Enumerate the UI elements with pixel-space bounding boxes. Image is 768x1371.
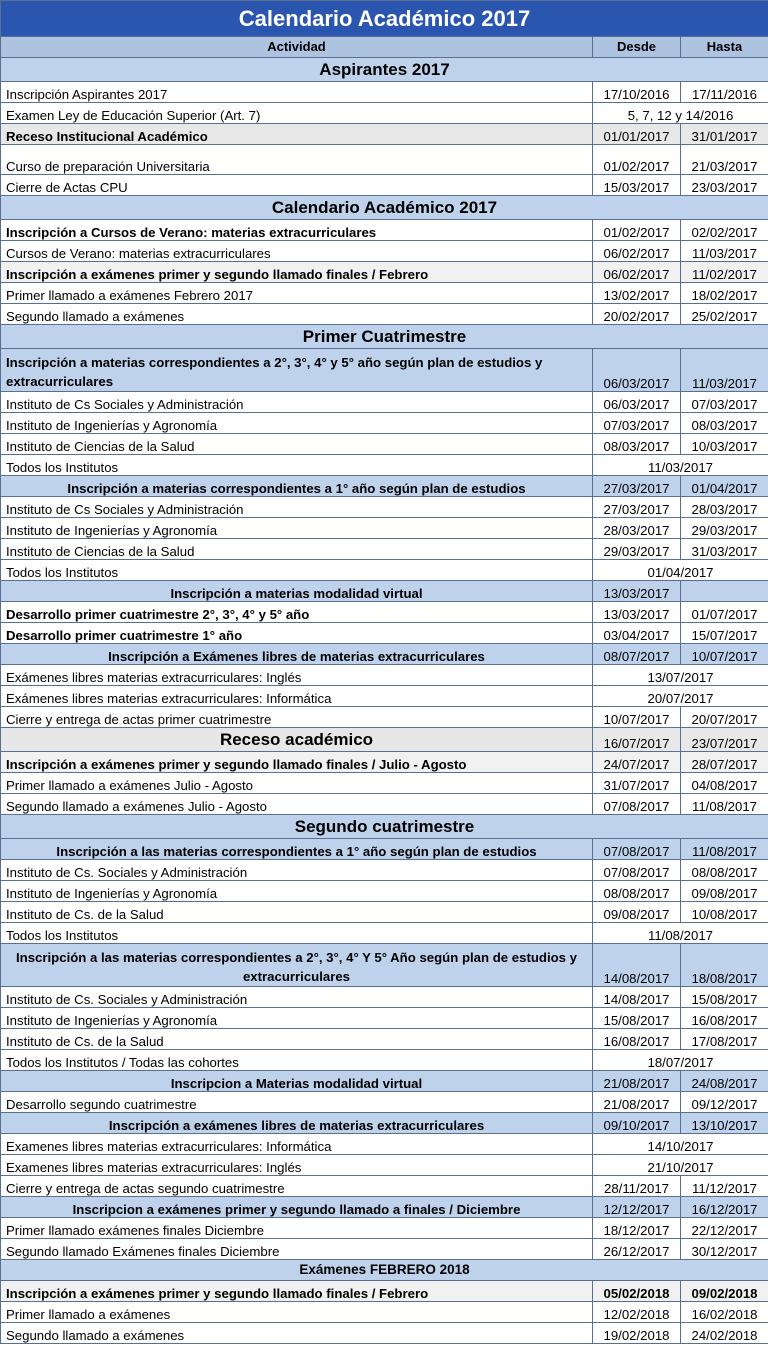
section-title: Segundo cuatrimestre (1, 815, 768, 839)
activity-name: Examen Ley de Educación Superior (Art. 7) (1, 103, 593, 124)
date-to: 16/02/2018 (681, 1302, 768, 1323)
date-from: 28/11/2017 (593, 1176, 681, 1197)
activity-name: Todos los Institutos (1, 455, 593, 476)
date-from: 26/12/2017 (593, 1239, 681, 1260)
date-from: 10/07/2017 (593, 707, 681, 728)
date-from: 06/02/2017 (593, 262, 681, 283)
activity-name: Receso Institucional Académico (1, 124, 593, 145)
activity-name: Primer llamado a exámenes Julio - Agosto (1, 773, 593, 794)
activity-row (1, 581, 768, 602)
date-to: 24/02/2018 (681, 1323, 768, 1344)
section-header-row (1, 1260, 768, 1281)
activity-name: Segundo llamado Exámenes finales Diciembre (1, 1239, 593, 1260)
date-to: 09/08/2017 (681, 881, 768, 902)
section-title: Calendario Académico 2017 (1, 196, 768, 220)
activity-row (1, 103, 768, 124)
activity-row (1, 1197, 768, 1218)
activity-name: Inscripción a materias correspondientes a 2°, 3°, 4° y 5° año según plan de estudios y extracurriculares (1, 349, 593, 392)
activity-row (1, 145, 768, 175)
activity-row (1, 241, 768, 262)
activity-row (1, 1176, 768, 1197)
date-from: 27/03/2017 (593, 476, 681, 497)
activity-row (1, 497, 768, 518)
activity-row (1, 1239, 768, 1260)
date-to (681, 581, 768, 602)
date-from: 01/02/2017 (593, 220, 681, 241)
date-to: 24/08/2017 (681, 1071, 768, 1092)
activity-row (1, 1302, 768, 1323)
activity-name: Inscripción Aspirantes 2017 (1, 82, 593, 103)
activity-row (1, 923, 768, 944)
date-range: 18/07/2017 (593, 1050, 768, 1071)
date-from: 12/12/2017 (593, 1197, 681, 1218)
activity-name: Cierre y entrega de actas segundo cuatrimestre (1, 1176, 593, 1197)
activity-name: Inscripción a Exámenes libres de materias extracurriculares (1, 644, 593, 665)
date-from: 08/08/2017 (593, 881, 681, 902)
activity-row (1, 560, 768, 581)
activity-row (1, 518, 768, 539)
date-to: 25/02/2017 (681, 304, 768, 325)
date-range: 5, 7, 12 y 14/2016 (593, 103, 768, 124)
date-from: 21/08/2017 (593, 1071, 681, 1092)
activity-name: Instituto de Cs. Sociales y Administración (1, 860, 593, 881)
activity-name: Exámenes libres materias extracurriculares: Inglés (1, 665, 593, 686)
date-to: 10/08/2017 (681, 902, 768, 923)
date-to: 17/08/2017 (681, 1029, 768, 1050)
activity-name: Exámenes libres materias extracurriculares: Informática (1, 686, 593, 707)
date-to: 10/07/2017 (681, 644, 768, 665)
activity-name: Cierre de Actas CPU (1, 175, 593, 196)
date-to: 08/03/2017 (681, 413, 768, 434)
activity-row (1, 902, 768, 923)
activity-name: Segundo llamado a exámenes (1, 1323, 593, 1344)
date-from: 13/03/2017 (593, 581, 681, 602)
section-header-row (1, 58, 768, 82)
activity-row (1, 860, 768, 881)
date-to: 11/08/2017 (681, 839, 768, 860)
activity-row (1, 602, 768, 623)
activity-name: Inscripción a exámenes primer y segundo llamado finales / Julio - Agosto (1, 752, 593, 773)
activity-name: Inscripción a las materias correspondientes a 2°, 3°, 4° Y 5° Año según plan de estudios y extracurriculares (1, 944, 593, 987)
section-title: Aspirantes 2017 (1, 58, 768, 82)
date-to: 29/03/2017 (681, 518, 768, 539)
date-to: 02/02/2017 (681, 220, 768, 241)
date-from: 28/03/2017 (593, 518, 681, 539)
activity-name: Instituto de Ingenierías y Agronomía (1, 1008, 593, 1029)
activity-name: Instituto de Cs. Sociales y Administración (1, 987, 593, 1008)
activity-row (1, 944, 768, 987)
activity-row (1, 1050, 768, 1071)
activity-name: Instituto de Cs. de la Salud (1, 902, 593, 923)
activity-name: Todos los Institutos (1, 923, 593, 944)
activity-name: Desarrollo primer cuatrimestre 2°, 3°, 4° y 5° año (1, 602, 593, 623)
activity-row (1, 476, 768, 497)
date-from: 07/08/2017 (593, 839, 681, 860)
activity-row (1, 434, 768, 455)
activity-row (1, 1113, 768, 1134)
section-title: Primer Cuatrimestre (1, 325, 768, 349)
activity-row (1, 413, 768, 434)
date-range: 21/10/2017 (593, 1155, 768, 1176)
activity-name: Inscripcion a exámenes primer y segundo llamado a finales / Diciembre (1, 1197, 593, 1218)
activity-name: Instituto de Cs Sociales y Administración (1, 392, 593, 413)
date-range: 13/07/2017 (593, 665, 768, 686)
date-to: 11/08/2017 (681, 794, 768, 815)
activity-row (1, 987, 768, 1008)
date-range: 11/08/2017 (593, 923, 768, 944)
date-from: 01/01/2017 (593, 124, 681, 145)
date-range: 20/07/2017 (593, 686, 768, 707)
activity-row (1, 304, 768, 325)
activity-name: Inscripción a exámenes primer y segundo llamado finales / Febrero (1, 1281, 593, 1302)
date-from: 06/03/2017 (593, 349, 681, 392)
activity-row (1, 665, 768, 686)
date-from: 14/08/2017 (593, 944, 681, 987)
date-to: 15/07/2017 (681, 623, 768, 644)
date-from: 14/08/2017 (593, 987, 681, 1008)
date-from: 07/08/2017 (593, 794, 681, 815)
date-from: 09/10/2017 (593, 1113, 681, 1134)
section-header-row (1, 815, 768, 839)
section-title: Exámenes FEBRERO 2018 (1, 1260, 768, 1281)
activity-name: Instituto de Ingenierías y Agronomía (1, 518, 593, 539)
date-from: 15/03/2017 (593, 175, 681, 196)
date-to: 23/07/2017 (681, 728, 768, 752)
activity-name: Instituto de Ciencias de la Salud (1, 434, 593, 455)
header-to: Hasta (681, 37, 768, 58)
activity-row (1, 839, 768, 860)
activity-name: Instituto de Cs Sociales y Administración (1, 497, 593, 518)
date-to: 01/07/2017 (681, 602, 768, 623)
activity-row (1, 1281, 768, 1302)
activity-row (1, 881, 768, 902)
date-to: 15/08/2017 (681, 987, 768, 1008)
date-to: 10/03/2017 (681, 434, 768, 455)
date-to: 28/03/2017 (681, 497, 768, 518)
date-from: 08/07/2017 (593, 644, 681, 665)
activity-row (1, 220, 768, 241)
activity-row (1, 1155, 768, 1176)
activity-name: Inscripción a exámenes libres de materias extracurriculares (1, 1113, 593, 1134)
date-from: 05/02/2018 (593, 1281, 681, 1302)
activity-name: Inscripcion a Materias modalidad virtual (1, 1071, 593, 1092)
date-to: 23/03/2017 (681, 175, 768, 196)
activity-name: Examenes libres materias extracurriculares: Informática (1, 1134, 593, 1155)
page-title: Calendario Académico 2017 (1, 1, 768, 37)
date-from: 19/02/2018 (593, 1323, 681, 1344)
section-header-row (1, 325, 768, 349)
header-from: Desde (593, 37, 681, 58)
activity-row (1, 82, 768, 103)
date-to: 28/07/2017 (681, 752, 768, 773)
activity-name: Segundo llamado a exámenes Julio - Agosto (1, 794, 593, 815)
date-from: 07/08/2017 (593, 860, 681, 881)
date-from: 18/12/2017 (593, 1218, 681, 1239)
activity-name: Instituto de Ingenierías y Agronomía (1, 413, 593, 434)
date-from: 24/07/2017 (593, 752, 681, 773)
date-from: 20/02/2017 (593, 304, 681, 325)
activity-row (1, 707, 768, 728)
date-to: 18/08/2017 (681, 944, 768, 987)
date-to: 16/12/2017 (681, 1197, 768, 1218)
activity-name: Instituto de Cs. de la Salud (1, 1029, 593, 1050)
activity-name: Inscripción a Cursos de Verano: materias extracurriculares (1, 220, 593, 241)
date-from: 21/08/2017 (593, 1092, 681, 1113)
activity-name: Todos los Institutos (1, 560, 593, 581)
date-to: 18/02/2017 (681, 283, 768, 304)
date-from: 31/07/2017 (593, 773, 681, 794)
activity-row (1, 1134, 768, 1155)
activity-row (1, 392, 768, 413)
date-to: 30/12/2017 (681, 1239, 768, 1260)
date-to: 09/12/2017 (681, 1092, 768, 1113)
date-to: 11/02/2017 (681, 262, 768, 283)
date-to: 08/08/2017 (681, 860, 768, 881)
activity-name: Examenes libres materias extracurriculares: Inglés (1, 1155, 593, 1176)
header-activity: Actividad (1, 37, 593, 58)
date-from: 15/08/2017 (593, 1008, 681, 1029)
activity-name: Todos los Institutos / Todas las cohortes (1, 1050, 593, 1071)
activity-row (1, 124, 768, 145)
date-to: 13/10/2017 (681, 1113, 768, 1134)
date-to: 17/11/2016 (681, 82, 768, 103)
date-from: 07/03/2017 (593, 413, 681, 434)
date-from: 29/03/2017 (593, 539, 681, 560)
date-from: 12/02/2018 (593, 1302, 681, 1323)
date-to: 22/12/2017 (681, 1218, 768, 1239)
date-from: 09/08/2017 (593, 902, 681, 923)
section-header-row (1, 728, 768, 752)
activity-name: Inscripción a exámenes primer y segundo llamado finales / Febrero (1, 262, 593, 283)
date-from: 13/02/2017 (593, 283, 681, 304)
activity-name: Primer llamado a exámenes (1, 1302, 593, 1323)
section-title: Receso académico (1, 728, 593, 752)
activity-row (1, 794, 768, 815)
activity-name: Inscripción a materias modalidad virtual (1, 581, 593, 602)
date-from: 01/02/2017 (593, 145, 681, 175)
activity-row (1, 1071, 768, 1092)
activity-row (1, 1008, 768, 1029)
date-to: 09/02/2018 (681, 1281, 768, 1302)
date-range: 11/03/2017 (593, 455, 768, 476)
activity-row (1, 686, 768, 707)
activity-row (1, 283, 768, 304)
date-to: 21/03/2017 (681, 145, 768, 175)
date-to: 11/03/2017 (681, 241, 768, 262)
date-from: 16/08/2017 (593, 1029, 681, 1050)
activity-name: Inscripción a materias correspondientes a 1° año según plan de estudios (1, 476, 593, 497)
activity-row (1, 175, 768, 196)
date-to: 04/08/2017 (681, 773, 768, 794)
activity-row (1, 1029, 768, 1050)
activity-name: Cursos de Verano: materias extracurriculares (1, 241, 593, 262)
activity-name: Instituto de Ciencias de la Salud (1, 539, 593, 560)
date-to: 11/12/2017 (681, 1176, 768, 1197)
date-to: 07/03/2017 (681, 392, 768, 413)
date-to: 20/07/2017 (681, 707, 768, 728)
date-from: 06/02/2017 (593, 241, 681, 262)
activity-row (1, 1092, 768, 1113)
date-from: 13/03/2017 (593, 602, 681, 623)
activity-row (1, 262, 768, 283)
activity-row (1, 455, 768, 476)
date-to: 11/03/2017 (681, 349, 768, 392)
date-to: 31/03/2017 (681, 539, 768, 560)
activity-row (1, 644, 768, 665)
activity-row (1, 1323, 768, 1344)
section-header-row (1, 196, 768, 220)
activity-row (1, 773, 768, 794)
activity-name: Curso de preparación Universitaria (1, 145, 593, 175)
activity-row (1, 752, 768, 773)
activity-name: Primer llamado a exámenes Febrero 2017 (1, 283, 593, 304)
date-to: 31/01/2017 (681, 124, 768, 145)
activity-row (1, 623, 768, 644)
activity-name: Cierre y entrega de actas primer cuatrimestre (1, 707, 593, 728)
date-from: 27/03/2017 (593, 497, 681, 518)
date-range: 14/10/2017 (593, 1134, 768, 1155)
date-to: 16/08/2017 (681, 1008, 768, 1029)
activity-name: Desarrollo primer cuatrimestre 1° año (1, 623, 593, 644)
date-from: 06/03/2017 (593, 392, 681, 413)
activity-name: Instituto de Ingenierías y Agronomía (1, 881, 593, 902)
date-range: 01/04/2017 (593, 560, 768, 581)
date-from: 08/03/2017 (593, 434, 681, 455)
date-to: 01/04/2017 (681, 476, 768, 497)
activity-name: Primer llamado exámenes finales Diciembre (1, 1218, 593, 1239)
activity-row (1, 1218, 768, 1239)
activity-name: Segundo llamado a exámenes (1, 304, 593, 325)
date-from: 03/04/2017 (593, 623, 681, 644)
date-from: 17/10/2016 (593, 82, 681, 103)
date-from: 16/07/2017 (593, 728, 681, 752)
activity-row (1, 539, 768, 560)
activity-row (1, 349, 768, 392)
activity-name: Inscripción a las materias correspondientes a 1° año según plan de estudios (1, 839, 593, 860)
activity-name: Desarrollo segundo cuatrimestre (1, 1092, 593, 1113)
